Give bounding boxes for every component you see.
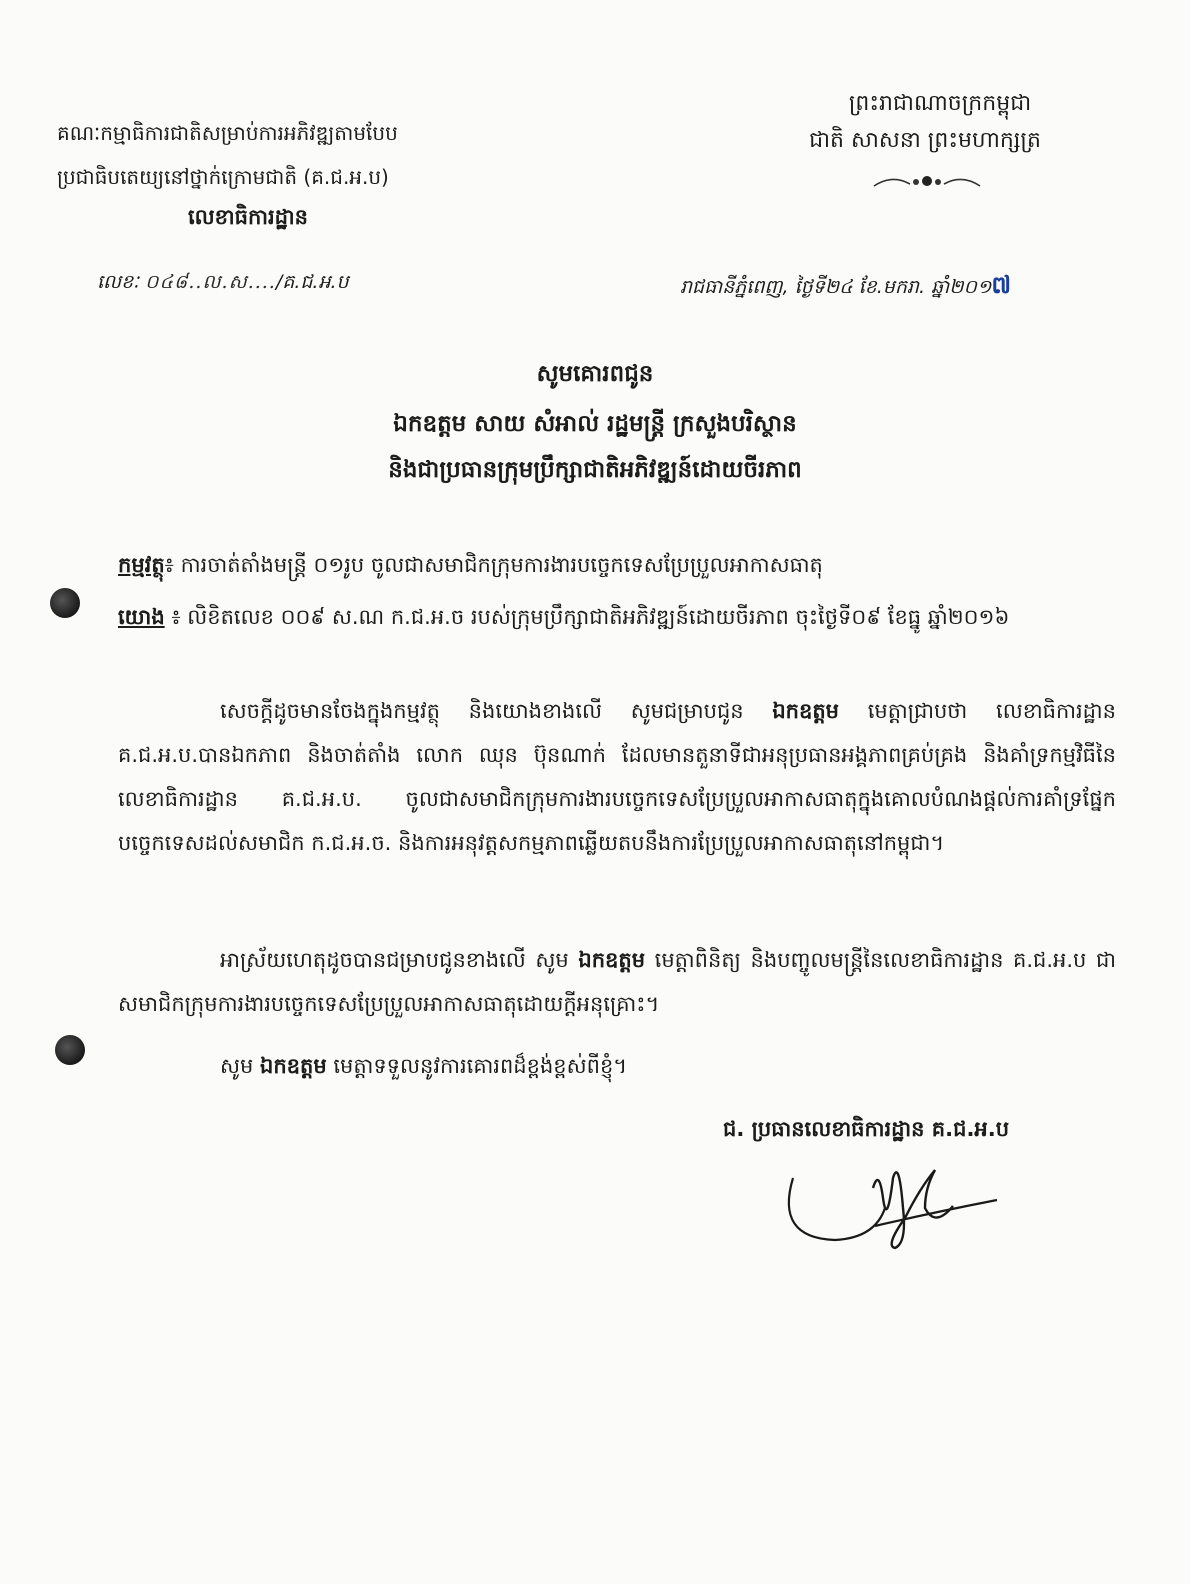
reference-separator: ៖ [164,605,188,629]
kingdom-header: ព្រះរាជាណាចក្រកម្ពុជា [848,91,1032,116]
date-month-prefix: ខែ. [858,276,883,298]
para1-honorific: ឯកឧត្តម [772,699,839,723]
punch-hole [50,588,80,618]
subject-label: កម្មវត្ថុ [118,553,165,577]
para1-text-a: សេចក្តីដូចមានចែងក្នុងកម្មវត្ថុ និងយោងខាងលើ សូមជម្រាបជូន [220,699,773,723]
org-name-line2: ប្រជាធិបតេយ្យនៅថ្នាក់ក្រោមជាតិ (គ.ជ.អ.ប) [57,165,389,189]
reference-suffix: /គ.ជ.អ.ប [275,271,349,293]
salutation: សូមគោរពជូន [536,361,654,387]
org-name-line1: គណៈកម្មាធិការជាតិសម្រាប់ការអភិវឌ្ឍតាមបែប [57,121,398,145]
reference-letter-text: លិខិតលេខ ០០៩ ស.ណ ក.ជ.អ.ច របស់ក្រុមប្រឹក្សាជាតិអភិវឌ្ឍន៍ដោយចីរភាព ចុះថ្ងៃទី០៩ ខែធ្នូ ឆ្នាំ២០១៦ [187,605,1010,629]
reference-prefix: លេខៈ [97,271,139,293]
para3-text-b: មេត្តាទទួលនូវការគោរពដ៏ខ្ពង់ខ្ពស់ពីខ្ញុំ។ [326,1054,628,1078]
recipient-name: ឯកឧត្តម សាយ សំអាល់ រដ្ឋមន្ត្រី ក្រសួងបរិស្ថាន [393,411,797,437]
para3-honorific: ឯកឧត្តម [260,1054,327,1078]
signer-title: ជ. ប្រធានលេខាធិការដ្ឋាន គ.ជ.អ.ប [723,1117,1010,1141]
date-year-prefix: . ឆ្នាំ២០១ [918,276,992,298]
para2-text-b: មេត្តាពិនិត្យ និងបញ្ចូលមន្ត្រីនៃលេខាធិការដ្ឋាន គ.ជ.អ.ប ជាសមាជិកក្រុមការងារបច្ចេកទេសប្រែប្រួលអាកាសធាតុដោយក្តីអនុគ្រោះ។ [118,948,1117,1016]
para2-text-a: អាស្រ័យហេតុដូចបានជម្រាបជូនខាងលើ សូម [220,948,579,972]
punch-hole [55,1035,85,1065]
para2-honorific: ឯកឧត្តម [578,948,646,972]
handwritten-signature [775,1148,1015,1258]
secretariat-title: លេខាធិការដ្ឋាន [188,205,308,229]
date-month: មករា [882,276,919,298]
reference-letter-line [118,604,1009,635]
body-paragraph-1 [118,689,1116,865]
body-paragraph-2 [118,938,1116,1026]
subject-line [118,552,823,583]
subject-separator: ៖ [164,553,181,577]
national-motto: ជាតិ សាសនា ព្រះមហាក្សត្រ [809,128,1041,153]
para3-text-a: សូម [220,1054,261,1078]
reference-number [97,270,349,298]
body-paragraph-3 [220,1053,627,1084]
date-day: ២៤ [824,276,853,298]
reference-label: យោង [118,605,165,629]
date-day-prefix: ថ្ងៃទី [794,276,825,298]
subject-text: ការចាត់តាំងមន្ត្រី ០១រូប ចូលជាសមាជិកក្រុមការងារបច្ចេកទេសប្រែប្រួលអាកាសធាតុ [180,553,823,577]
date-line [680,270,1011,305]
date-year-handwritten: ៧ [991,271,1012,299]
reference-handwritten-number: ០៤៨..ល.ស.... [145,271,276,293]
para1-text-b: មេត្តាជ្រាបថា លេខាធិការដ្ឋាន គ.ជ.អ.ប.បានឯកភាព និងចាត់តាំង លោក ឈុន ប៊ុនណាក់ ដែលមានតួនាទីជាអនុប្រធានអង្គភាពគ្រប់គ្រង និងគាំទ្រកម្មវិធីនៃលេខាធិការដ្ឋាន គ.ជ.អ.ប. ចូលជាសមាជិកក្រុមការងារបច្ចេកទេសប្រែប្រួលអាកាសធាតុក្នុងគោលបំណងផ្តល់ការគាំទ្រផ្នែកបច្ចេកទេសដល់សមាជិក ក.ជ.អ.ច. និងការអនុវត្តសកម្មភាពឆ្លើយតបនឹងការប្រែប្រួលអាកាសធាតុនៅកម្ពុជា។ [118,699,1116,855]
ornament-icon [872,170,982,192]
date-place: រាជធានីភ្នំពេញ, [680,276,789,298]
recipient-title: និងជាប្រធានក្រុមប្រឹក្សាជាតិអភិវឌ្ឍន៍ដោយចីរភាព [388,457,802,483]
